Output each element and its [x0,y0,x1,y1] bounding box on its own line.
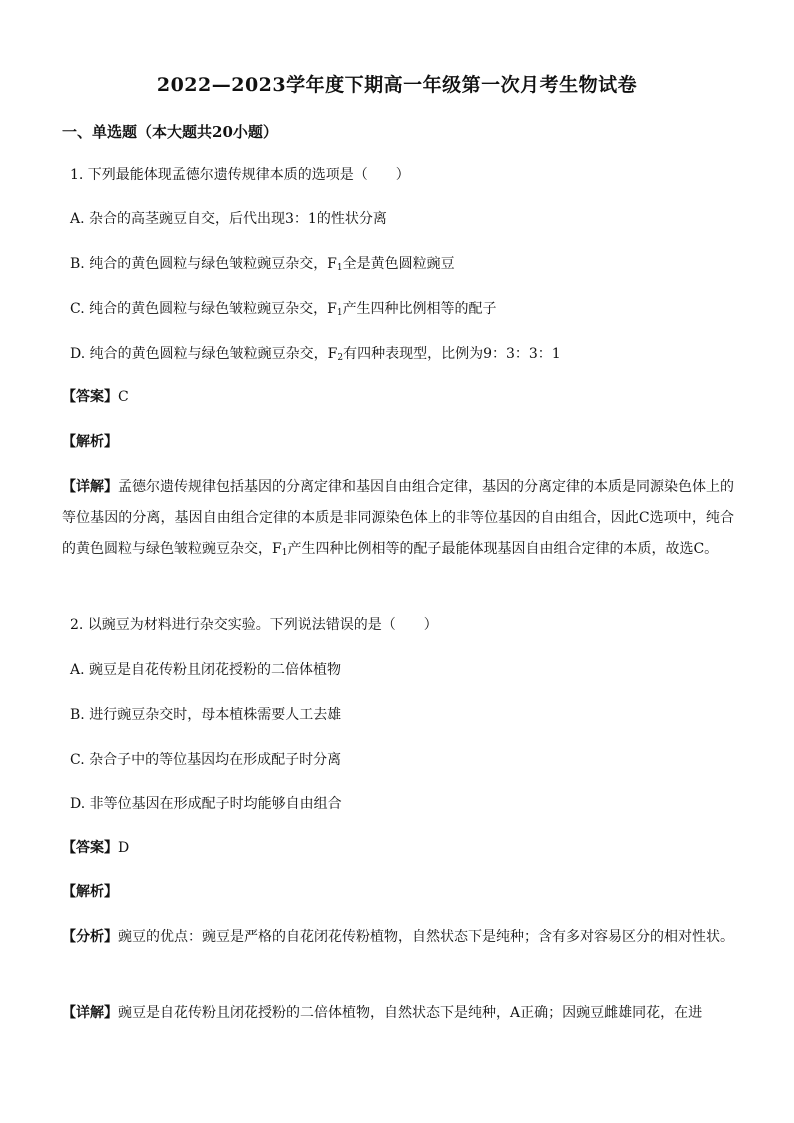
fenxi-tag: 【分析】 [62,929,118,945]
question-2-analysis-tag [62,877,726,908]
question-1-option-d [70,339,734,370]
question-2-option-d: D. 非等位基因在形成配子时均能够自由组合 [70,796,342,812]
page-title: 2022—2023学年度下期高一年级第一次月考生物试卷 [156,74,638,96]
option-d-text: D. 纯合的黄色圆粒与绿色皱粒豌豆杂交，F [70,346,338,362]
question-1-stem: 1. 下列最能体现孟德尔遗传规律本质的选项是（ ） [70,167,410,183]
question-2-detail [62,998,734,1029]
question-2-option-a: A. 豌豆是自花传粉且闭花授粉的二倍体植物 [70,662,342,678]
section-heading: 一、单选题（本大题共20小题） [62,123,278,141]
answer-tag: 【答案】 [62,840,118,856]
option-d-text-end: 有四种表现型，比例为9：3：3：1 [343,346,561,362]
detail-text-end: 产生四种比例相等的配子最能体现基因自由组合定律的本质，故选C。 [287,541,719,557]
analysis-tag: 【解析】 [62,434,118,450]
question-1-detail [62,472,734,565]
question-1-option-a: A. 杂合的高茎豌豆自交，后代出现3：1的性状分离 [70,211,387,227]
option-c-text: C. 纯合的黄色圆粒与绿色皱粒豌豆杂交，F [70,301,337,317]
question-2-answer [62,833,726,864]
question-1-answer [62,382,726,413]
option-b-text: B. 纯合的黄色圆粒与绿色皱粒豌豆杂交，F [70,256,337,272]
question-2-option-b: B. 进行豌豆杂交时，母本植株需要人工去雄 [70,707,342,723]
question-1-option-b [70,249,734,280]
question-2-stem: 2. 以豌豆为材料进行杂交实验。下列说法错误的是（ ） [70,617,438,633]
fenxi-text: 豌豆的优点：豌豆是严格的自花闭花传粉植物，自然状态下是纯种；含有多对容易区分的相对性状。 [118,929,734,945]
subscript: 1 [281,548,288,558]
question-2-fenxi [62,922,734,953]
question-2-option-c: C. 杂合子中的等位基因均在形成配子时分离 [70,752,342,768]
question-1-option-c [70,294,734,325]
detail-tag: 【详解】 [62,479,118,495]
analysis-tag: 【解析】 [62,884,118,900]
option-c-text-end: 产生四种比例相等的配子 [342,301,497,317]
subscript: 2 [337,353,344,363]
subscript: 1 [336,308,343,318]
answer-value: D [118,840,130,856]
detail-tag: 【详解】 [62,1005,118,1021]
answer-value: C [118,389,129,405]
option-b-text-end: 全是黄色圆粒豌豆 [342,256,455,272]
answer-tag: 【答案】 [62,389,118,405]
question-1-analysis-tag [62,427,726,458]
detail-text: 孟德尔遗传规律包括基因的分离定律和基因自由组合定律，基因的分离定律的本质是同源染色体上的等位基因的分离，基因自由组合定律的本质是非同源染色体上的非等位基因的自由组合，因此C选项中，纯合的黄色圆粒与绿色皱粒豌豆杂交，F [62,479,734,557]
detail-text: 豌豆是自花传粉且闭花授粉的二倍体植物，自然状态下是纯种，A正确；因豌豆雌雄同花，在进 [118,1005,703,1021]
subscript: 1 [336,263,343,273]
